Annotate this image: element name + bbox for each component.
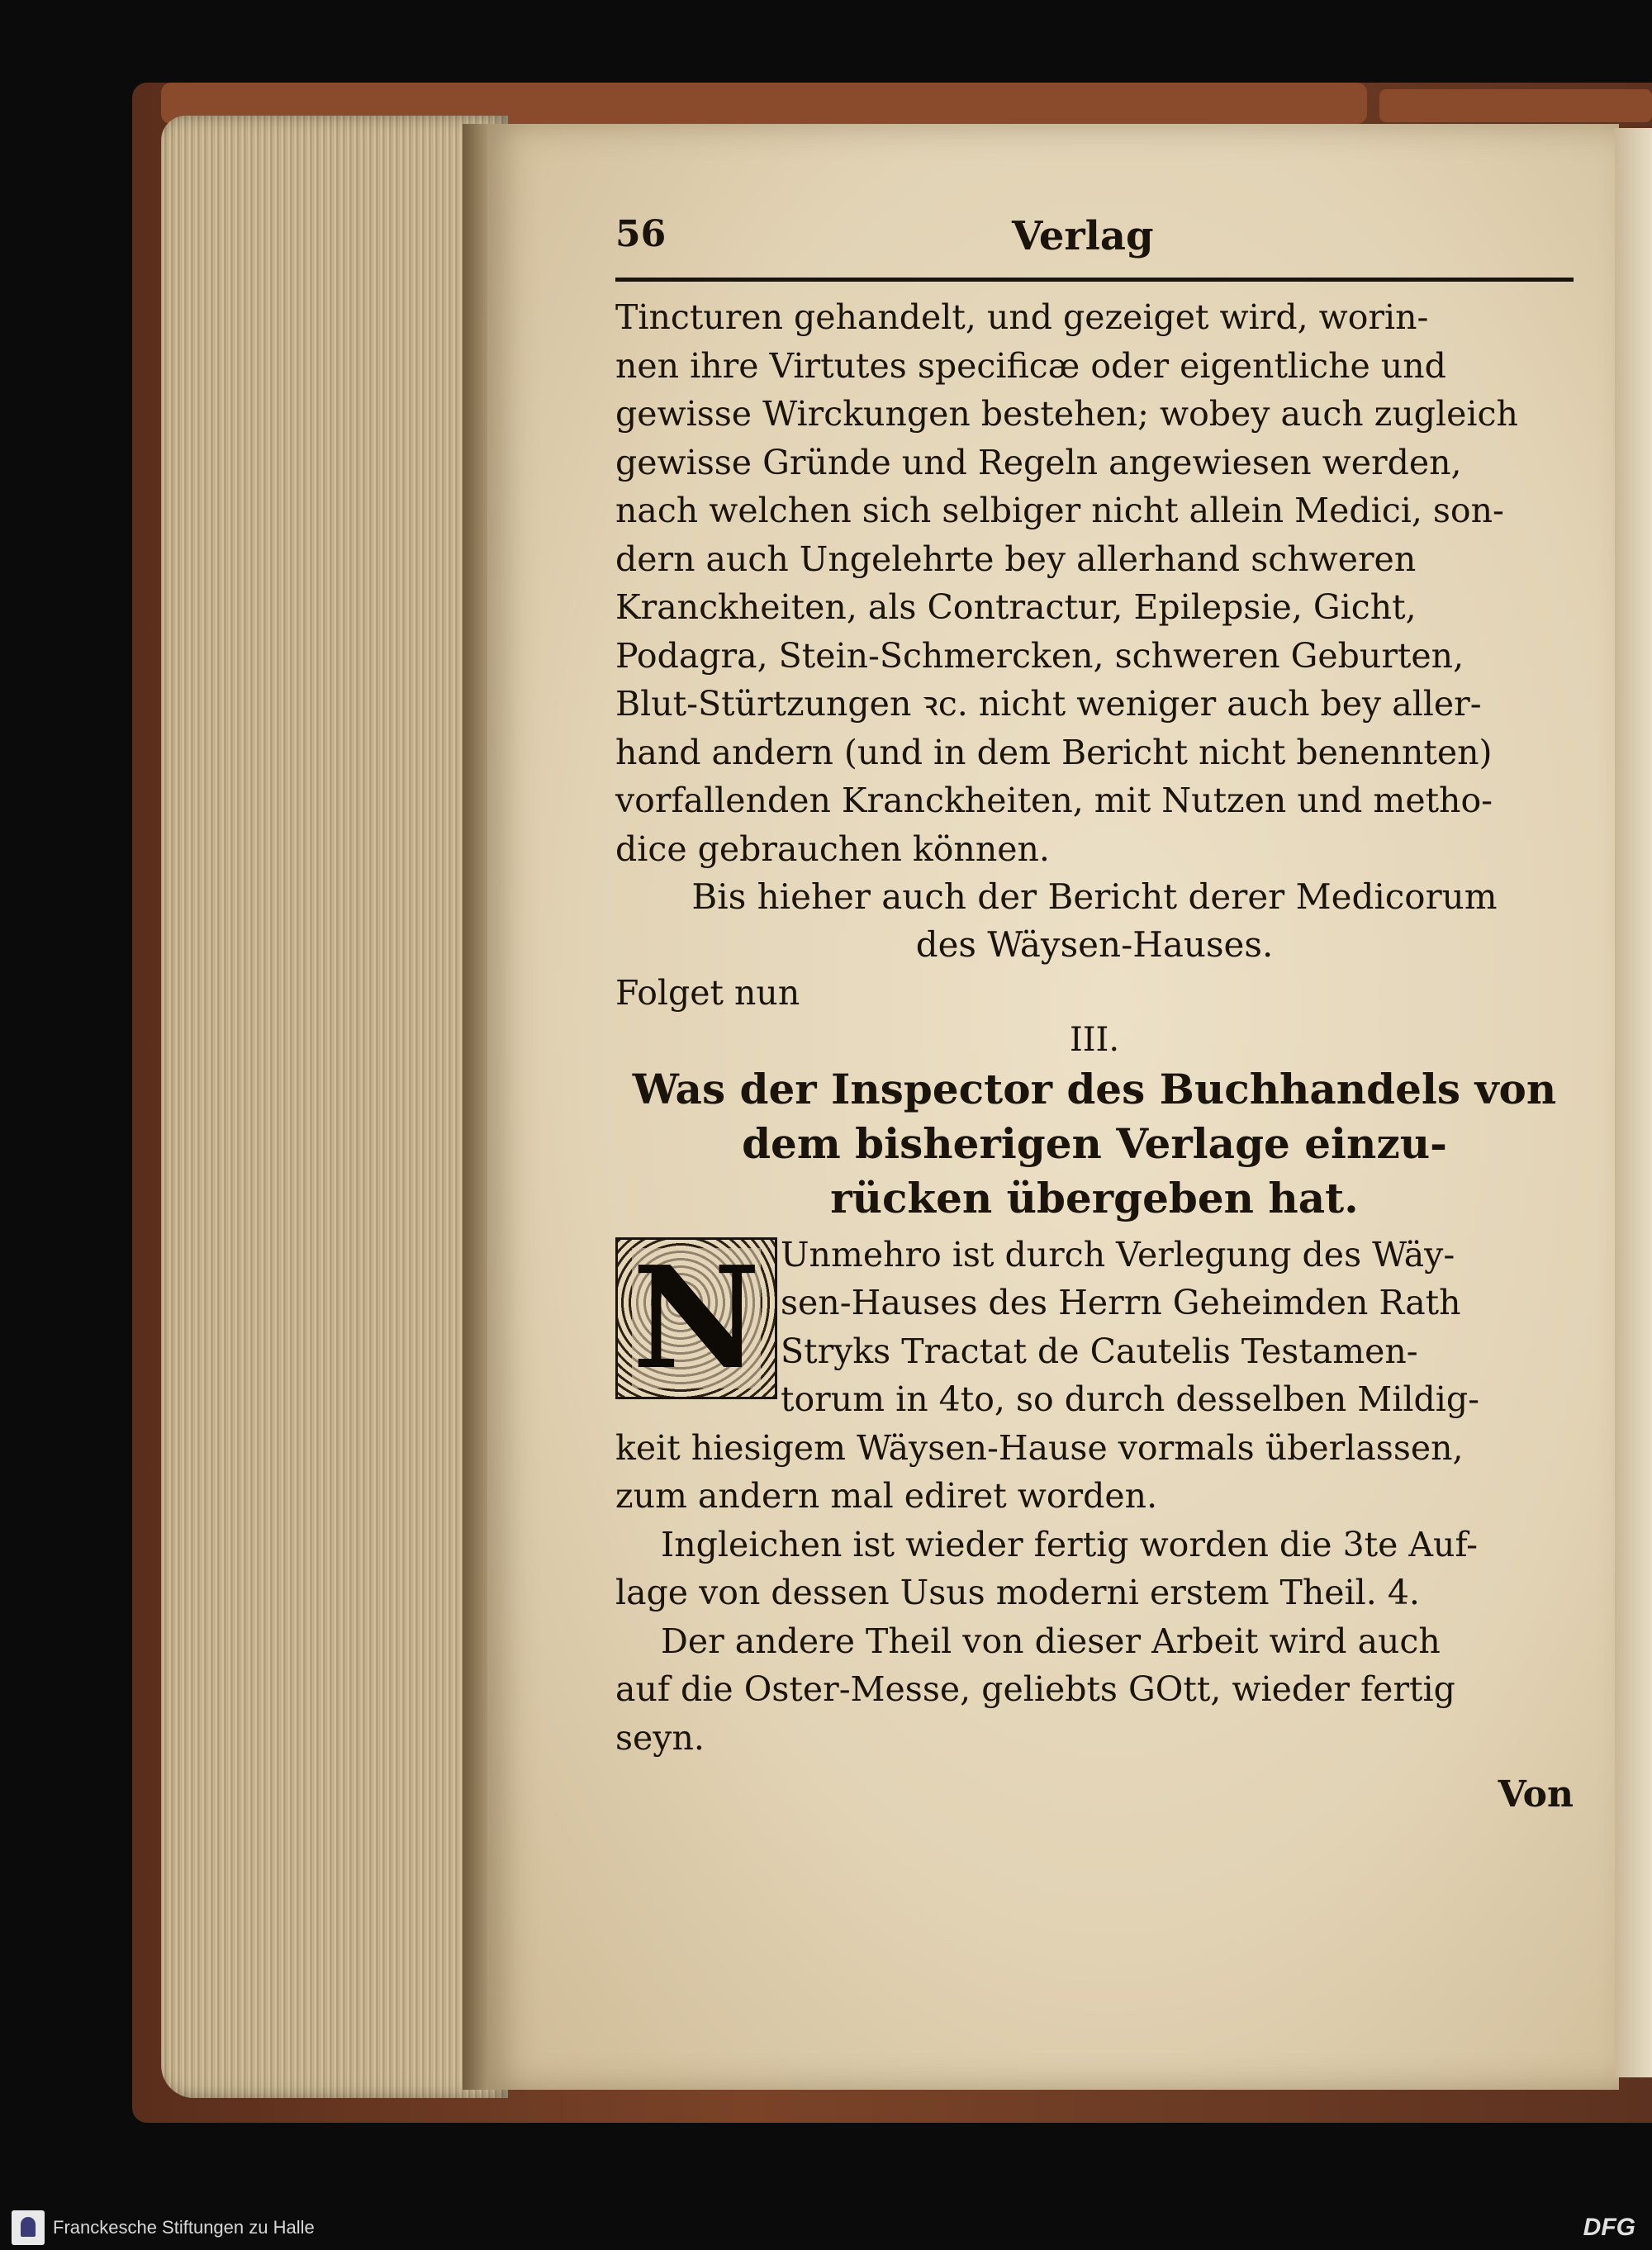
- text-line: zum andern mal ediret worden.: [615, 1476, 1158, 1516]
- text-line: Tincturen gehandelt, und gezeiget wird, worin-: [615, 297, 1429, 337]
- section-number: III.: [1069, 1020, 1120, 1059]
- text-line: Folget nun: [615, 973, 800, 1013]
- text-line: torum in 4to, so durch desselben Mildig-: [781, 1379, 1479, 1419]
- decorated-paragraph: [615, 1231, 1574, 1521]
- text-line: Stryks Tractat de Cautelis Testamen-: [781, 1331, 1418, 1371]
- text-line: auf die Oster-Messe, geliebts GOtt, wieder fertig: [615, 1669, 1455, 1709]
- section-heading: [615, 1062, 1574, 1226]
- running-head: Verlag: [1012, 213, 1154, 259]
- text-line: lage von dessen Usus moderni erstem Theil. 4.: [615, 1573, 1420, 1612]
- text-line: gewisse Gründe und Regeln angewiesen werden,: [615, 442, 1462, 482]
- text-line: Der andere Theil von dieser Arbeit wird auch: [661, 1621, 1441, 1661]
- heading-line-2: dem bisherigen Verlage einzu-: [742, 1118, 1447, 1168]
- text-line: dern auch Ungelehrte bey allerhand schweren: [615, 539, 1417, 579]
- text-line: hand andern (und in dem Bericht nicht benennten): [615, 732, 1493, 772]
- catchword: Von: [1498, 1773, 1574, 1816]
- page-text: [615, 213, 1574, 1816]
- page-header: [615, 213, 1574, 271]
- text-line: nen ihre Virtutes specificæ oder eigentliche und: [615, 345, 1446, 386]
- text-line: Podagra, Stein-Schmercken, schweren Geburten,: [615, 635, 1464, 676]
- bericht-line-2: des Wäysen-Hauses.: [915, 924, 1274, 965]
- dfg-logo: DFG: [1583, 2214, 1635, 2241]
- text-line: Blut-Stürtzungen ꝛc. nicht weniger auch bey aller-: [615, 684, 1482, 724]
- text-line: nach welchen sich selbiger nicht allein Medici, son-: [615, 491, 1504, 530]
- paragraph-tincturen: [615, 293, 1574, 873]
- text-line: keit hiesigem Wäysen-Hause vormals überlassen,: [615, 1427, 1464, 1468]
- decorated-initial: [615, 1237, 777, 1399]
- text-line: Kranckheiten, als Contractur, Epilepsie, Gicht,: [615, 587, 1417, 627]
- paragraph-der-andere-theil: [615, 1617, 1574, 1763]
- text-line: dice gebrauchen können.: [615, 828, 1050, 869]
- book-cover-right: [1379, 89, 1652, 122]
- text-line: sen-Hauses des Herrn Geheimden Rath: [781, 1283, 1461, 1322]
- facing-page-edge: [1615, 128, 1652, 2077]
- folget-nun: [615, 969, 1574, 1018]
- text-line: Unmehro ist durch Verlegung des Wäy-: [781, 1234, 1455, 1275]
- text-line: gewisse Wirckungen bestehen; wobey auch zugleich: [615, 394, 1518, 434]
- text-line: vorfallenden Kranckheiten, mit Nutzen und metho-: [615, 781, 1493, 820]
- heading-line-3: rücken übergeben hat.: [830, 1173, 1359, 1222]
- page-edges: [161, 116, 508, 2098]
- page-number: 56: [615, 213, 667, 255]
- text-line: Ingleichen ist wieder fertig worden die 3te Auf-: [661, 1524, 1479, 1564]
- initial-letter: N: [632, 1235, 761, 1401]
- bericht-closing: [615, 873, 1574, 969]
- paragraph-ingleichen: [615, 1521, 1574, 1617]
- heading-line-1: Was der Inspector des Buchhandels von: [632, 1064, 1557, 1113]
- text-line: seyn.: [615, 1717, 705, 1758]
- institution-logo-icon: [12, 2210, 45, 2245]
- header-rule: [615, 278, 1574, 282]
- institution-name: Franckesche Stiftungen zu Halle: [53, 2217, 315, 2238]
- bericht-line-1: Bis hieher auch der Bericht derer Medicorum: [691, 876, 1498, 917]
